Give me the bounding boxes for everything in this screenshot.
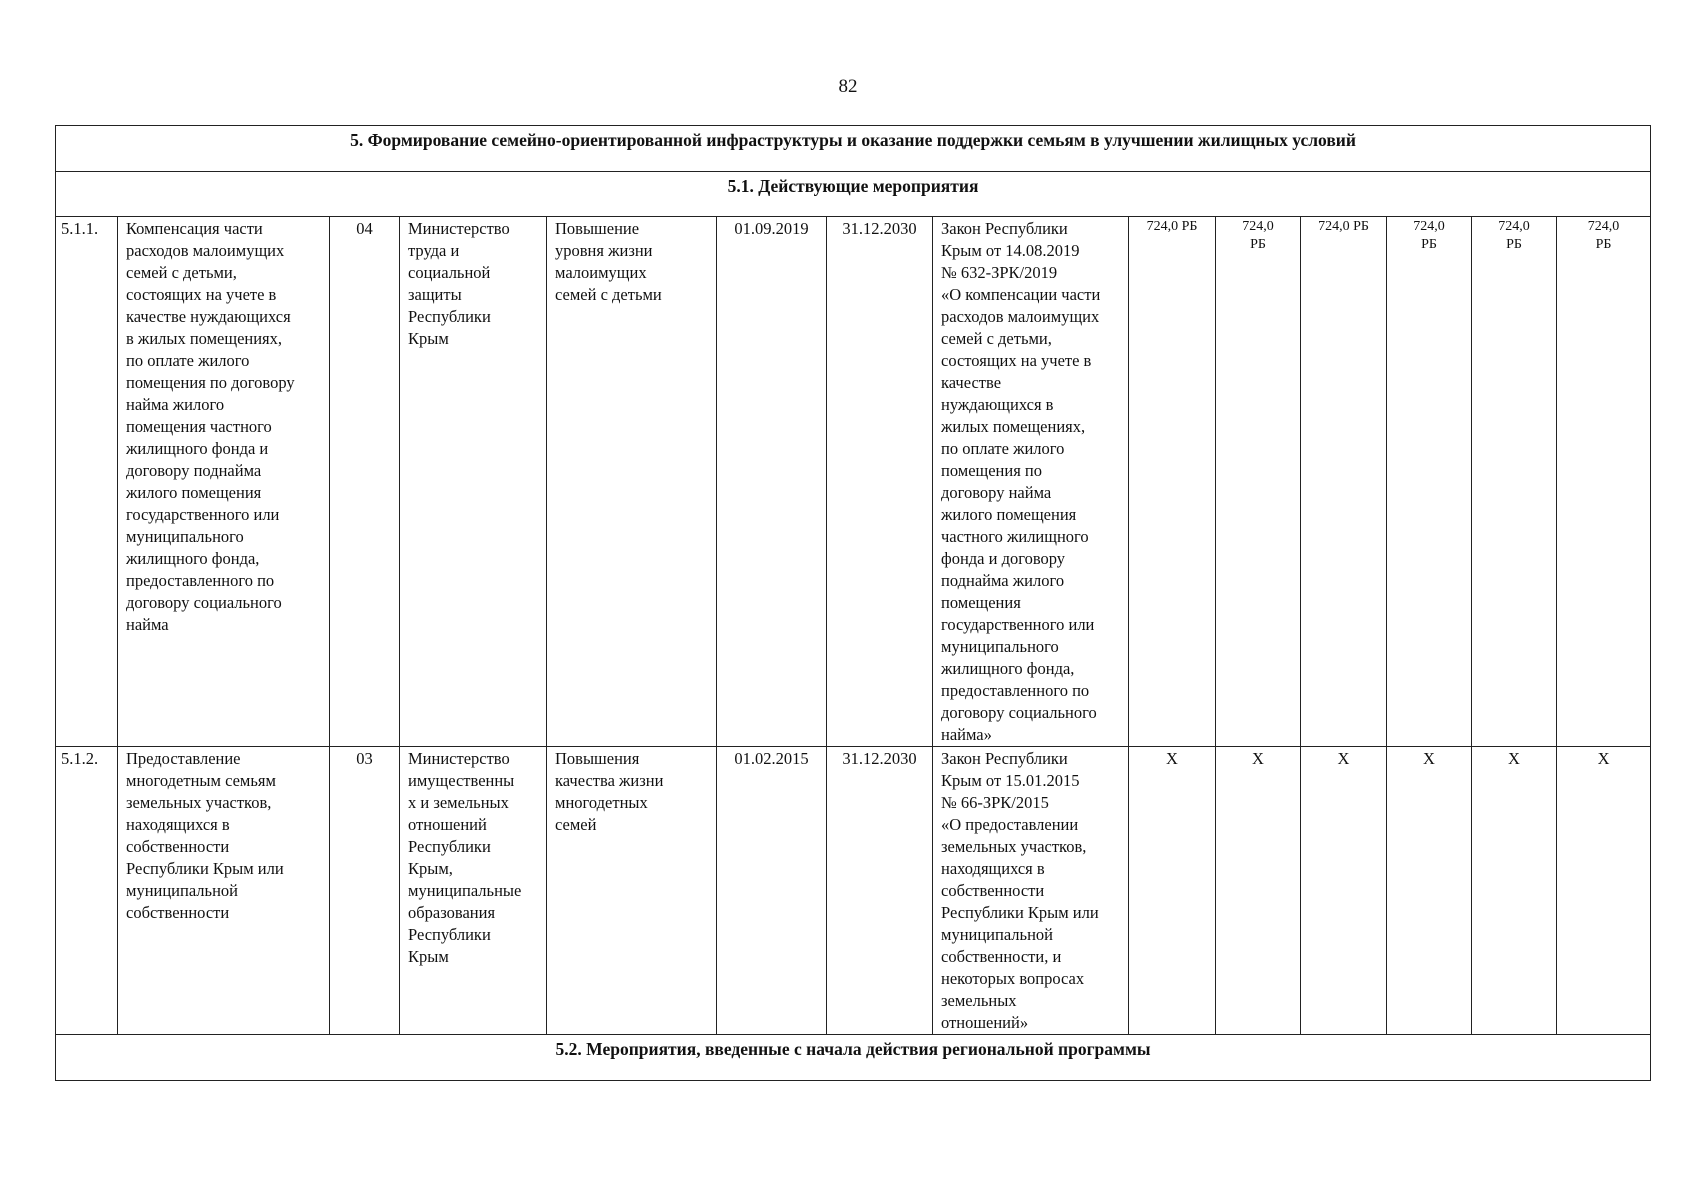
measure-code: 03 [330,747,400,1035]
subsection-title: 5.1. Действующие мероприятия [56,172,1651,217]
funding-cell: 724,0 РБ [1301,217,1387,747]
funding-cell: 724,0 РБ [1129,217,1216,747]
measure-code: 04 [330,217,400,747]
measure-goal: Повышения качества жизни многодетных семей [547,747,717,1035]
measure-goal: Повышение уровня жизни малоимущих семей с детьми [547,217,717,747]
funding-cell: X [1387,747,1472,1035]
subsection-header-row [56,172,1651,217]
funding-cell: 724,0 РБ [1216,217,1301,747]
measures-table [55,125,1651,1081]
end-date: 31.12.2030 [827,217,933,747]
legal-act: Закон Республики Крым от 15.01.2015 № 66-ЗРК/2015 «О предоставлении земельных участков, находящихся в собственности Республики Крым или муниципальной собственности, и некоторых вопросах земельных отношений» [933,747,1129,1035]
section-title: 5. Формирование семейно-ориентированной инфраструктуры и оказание поддержки семьям в улучшении жилищных условий [56,126,1651,172]
row-number: 5.1.2. [56,747,118,1035]
funding-cell: X [1472,747,1557,1035]
table-row [56,217,1651,747]
page-number: 82 [838,76,858,97]
funding-cell: 724,0 РБ [1557,217,1651,747]
measure-name: Предоставление многодетным семьям земельных участков, находящихся в собственности Республики Крым или муниципальной собственности [118,747,330,1035]
measure-name: Компенсация части расходов малоимущих семей с детьми, состоящих на учете в качестве нуждающихся в жилых помещениях, по оплате жилого помещения по договору найма жилого помещения частного жилищного фонда и договору поднайма жилого помещения государственного или муниципального жилищного фонда, предоставленного по договору социального найма [118,217,330,747]
start-date: 01.09.2019 [717,217,827,747]
end-date: 31.12.2030 [827,747,933,1035]
funding-cell: X [1557,747,1651,1035]
funding-cell: X [1216,747,1301,1035]
funding-cell: X [1129,747,1216,1035]
legal-act: Закон Республики Крым от 14.08.2019 № 632-ЗРК/2019 «О компенсации части расходов малоимущих семей с детьми, состоящих на учете в качестве нуждающихся в жилых помещениях, по оплате жилого помещения по договору найма жилого помещения частного жилищного фонда и договору поднайма жилого помещения государственного или муниципального жилищного фонда, предоставленного по договору социального найма» [933,217,1129,747]
row-number: 5.1.1. [56,217,118,747]
section-header-row [56,126,1651,172]
responsible-executor: Министерство имущественны х и земельных отношений Республики Крым, муниципальные образования Республики Крым [400,747,547,1035]
subsection-header-row [56,1035,1651,1081]
subsection-title: 5.2. Мероприятия, введенные с начала действия региональной программы [56,1035,1651,1081]
funding-cell: 724,0 РБ [1387,217,1472,747]
funding-cell: 724,0 РБ [1472,217,1557,747]
funding-cell: X [1301,747,1387,1035]
start-date: 01.02.2015 [717,747,827,1035]
responsible-executor: Министерство труда и социальной защиты Республики Крым [400,217,547,747]
table-row [56,747,1651,1035]
